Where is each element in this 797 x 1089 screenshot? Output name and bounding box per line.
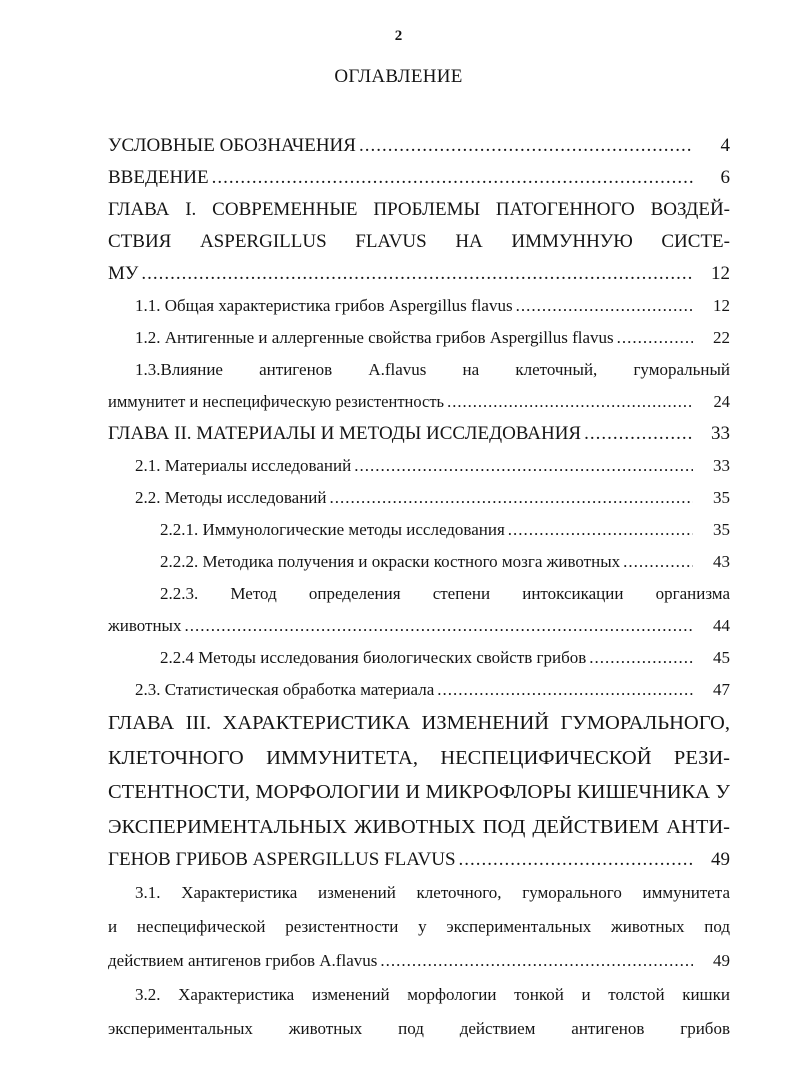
toc-page-number: 35 [713,488,730,507]
toc-entry-text: 2.2. Методы исследований [135,488,327,507]
toc-entry-2-2-1[interactable] [108,514,730,546]
toc-leader [584,418,693,450]
toc-entry-2-2[interactable] [108,482,730,514]
toc-entry-chapter-1[interactable] [108,194,730,290]
toc-entry-text: 2.2.2. Методика получения и окраски костного мозга животных [160,552,621,571]
toc-leader [623,546,693,578]
toc-entry-2-1[interactable] [108,450,730,482]
toc-page-number: 49 [713,951,730,970]
toc-leader [184,610,693,642]
toc-leader [359,130,693,162]
toc-entry-introduction[interactable] [108,162,730,194]
toc-leader [212,162,693,194]
toc-leader [330,482,693,514]
toc-page-number: 35 [713,520,730,539]
toc-leader [508,514,693,546]
toc-page-number: 22 [713,328,730,347]
toc-entry-text: 2.3. Статистическая обработка материала [135,680,435,699]
toc-leader [141,258,693,290]
toc-entry-1-1[interactable] [108,290,730,322]
toc-entry-text-line: СТВИЯ ASPERGILLUS FLAVUS НА ИММУННУЮ СИСТЕ- [108,231,730,252]
toc-page-number: 12 [711,263,730,284]
toc-page-number: 43 [713,552,730,571]
page-title: ОГЛАВЛЕНИЕ [334,66,463,87]
toc-entry-text-line: 3.1. Характеристика изменений клеточного, гуморального иммунитета [135,883,730,902]
page-number: 2 [394,28,403,44]
toc-entry-text-line: животных [108,616,182,635]
toc-entry-chapter-3[interactable] [108,706,730,876]
toc-entry-text: 2.1. Материалы исследований [135,456,352,475]
toc-entry-1-2[interactable] [108,322,730,354]
toc-entry-chapter-2[interactable] [108,418,730,450]
toc-entry-text-line: действием антигенов грибов A.flavus [108,951,378,970]
toc-entry-3-2[interactable] [108,978,730,1046]
toc-entry-text-line: 2.2.3. Метод определения степени интоксикации организма [160,584,730,603]
toc-page-number: 6 [720,167,730,188]
toc-entry-1-3[interactable] [108,354,730,418]
toc-entry-2-3[interactable] [108,674,730,706]
toc-leader [516,290,693,322]
toc-page-number: 45 [713,648,730,667]
toc-leader [447,386,693,418]
toc-entry-2-2-2[interactable] [108,546,730,578]
toc-entry-text-line: ЭКСПЕРИМЕНТАЛЬНЫХ ЖИВОТНЫХ ПОД ДЕЙСТВИЕМ АНТИ- [108,815,730,838]
toc-page-number: 33 [713,456,730,475]
toc-entry-text-line: ГЛАВА I. СОВРЕМЕННЫЕ ПРОБЛЕМЫ ПАТОГЕННОГО ВОЗДЕЙ- [108,199,730,220]
toc-entry-2-2-4[interactable] [108,642,730,674]
table-of-contents [108,130,730,1046]
toc-page-number: 47 [713,680,730,699]
toc-page-number: 44 [713,616,730,635]
toc-entry-text-line: экспериментальных животных под действием антигенов грибов [108,1019,730,1038]
toc-leader [589,642,693,674]
toc-entry-text: УСЛОВНЫЕ ОБОЗНАЧЕНИЯ [108,135,356,156]
toc-entry-text: 2.2.1. Иммунологические методы исследования [160,520,505,539]
toc-page-number: 4 [720,135,730,156]
toc-entry-text-line: и неспецифической резистентности у экспериментальных животных под [108,917,730,936]
toc-entry-text: 1.2. Антигенные и аллергенные свойства грибов Aspergillus flavus [135,328,614,347]
toc-entry-text-line: 1.3.Влияние антигенов A.flavus на клеточный, гуморальный [135,360,730,379]
toc-entry-text-line: ГЛАВА III. ХАРАКТЕРИСТИКА ИЗМЕНЕНИЙ ГУМОРАЛЬНОГО, [108,712,730,734]
toc-entry-3-1[interactable] [108,876,730,978]
toc-leader [380,944,693,978]
toc-entry-text-line: МУ [108,263,139,284]
toc-page-number: 33 [711,423,730,444]
toc-leader [617,322,693,354]
toc-leader [354,450,693,482]
toc-page-number: 24 [713,392,730,411]
toc-leader [459,844,693,876]
toc-entry-text: 1.1. Общая характеристика грибов Aspergillus flavus [135,296,513,315]
toc-entry-text-line: ГЕНОВ ГРИБОВ ASPERGILLUS FLAVUS [108,849,456,870]
toc-entry-text-line: КЛЕТОЧНОГО ИММУНИТЕТА, НЕСПЕЦИФИЧЕСКОЙ РЕЗИ- [108,746,730,769]
toc-entry-text-line: иммунитет и неспецифическую резистентность [108,392,445,411]
toc-leader [437,674,693,706]
toc-page-number: 12 [713,296,730,315]
toc-entry-text-line: СТЕНТНОСТИ, МОРФОЛОГИИ И МИКРОФЛОРЫ КИШЕЧНИКА У [108,781,730,803]
toc-entry-text-line: 3.2. Характеристика изменений морфологии тонкой и толстой кишки [135,985,730,1004]
toc-entry-2-2-3[interactable] [108,578,730,642]
toc-entry-abbreviations[interactable] [108,130,730,162]
toc-entry-text: ВВЕДЕНИЕ [108,167,209,188]
toc-entry-text: 2.2.4 Методы исследования биологических свойств грибов [160,648,587,667]
toc-page-number: 49 [711,849,730,870]
toc-entry-text: ГЛАВА II. МАТЕРИАЛЫ И МЕТОДЫ ИССЛЕДОВАНИЯ [108,423,582,444]
